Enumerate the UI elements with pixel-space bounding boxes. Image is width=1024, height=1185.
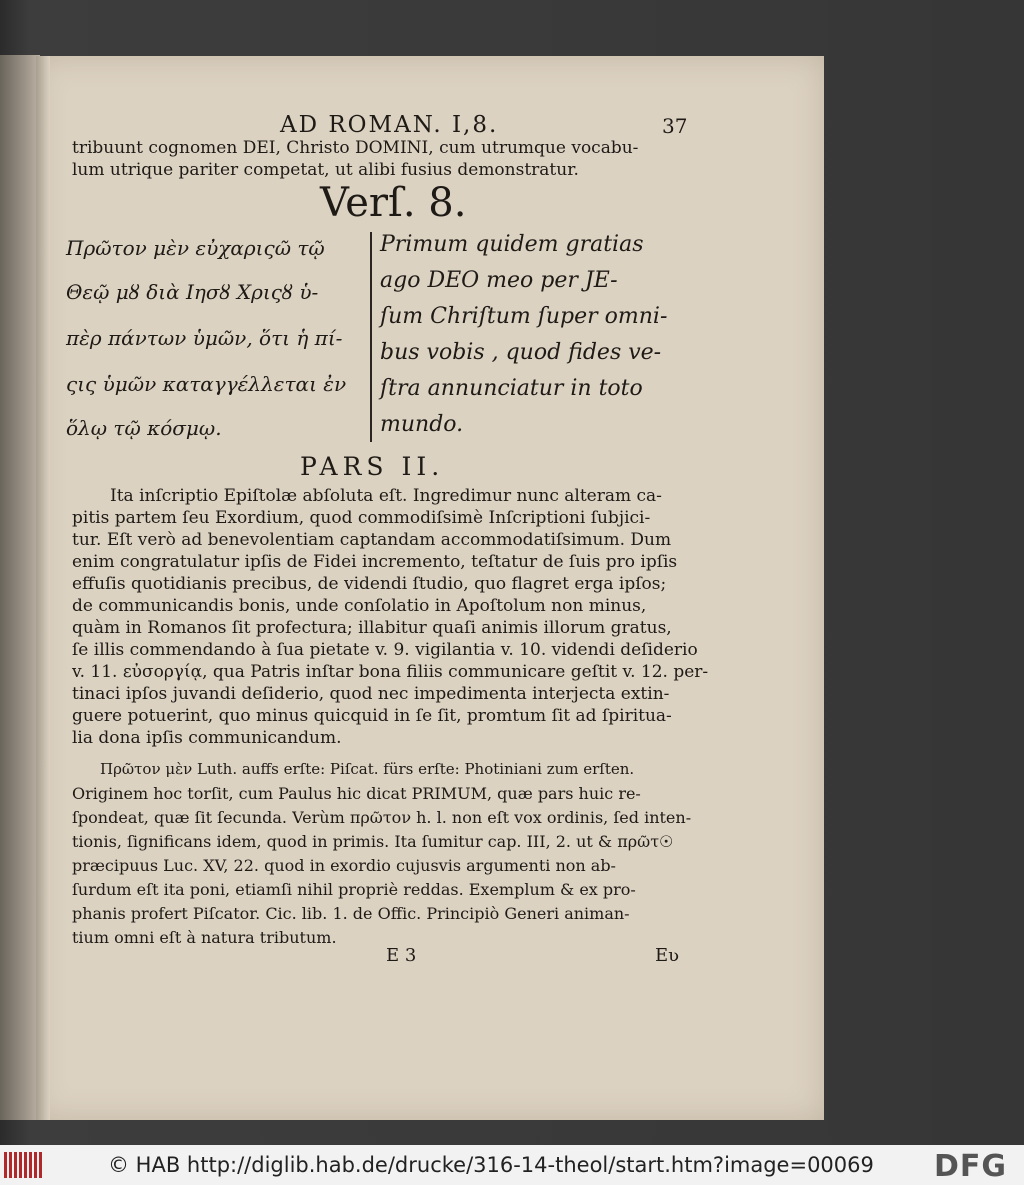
note-line: tionis, ſignificans idem, quod in primis. Ita ſumitur cap. III, 2. ut & πρῶτ☉ — [72, 832, 674, 851]
note-line: tium omni eſt à natura tributum. — [72, 928, 337, 947]
page-gutter — [36, 56, 50, 1120]
greek-line: ὅλῳ τῷ κόσμῳ. — [66, 416, 222, 440]
dfg-logo[interactable]: DFG — [934, 1149, 1008, 1184]
intro-line: tribuunt cognomen DEI, Christo DOMINI, cum utrumque vocabu- — [72, 138, 639, 158]
body-line: pitis partem ſeu Exordium, quod commodiſsimè Inſcriptioni ſubjici- — [72, 508, 651, 528]
body-line: enim congratulatur ipſis de Fidei incremento, teſtatur de ſuis pro ipſis — [72, 552, 678, 572]
note-line: ſpondeat, quæ ſit ſecunda. Verùm πρῶτον h. l. non eſt vox ordinis, ſed inten- — [72, 808, 692, 827]
latin-line: mundo. — [380, 412, 464, 437]
body-line: ſe illis commendando à ſua pietate v. 9. vigilantia v. 10. videndi deſiderio — [72, 640, 698, 660]
viewer-footer — [0, 1145, 1024, 1185]
note-line: phanis profert Piſcator. Cic. lib. 1. de Offic. Principiò Generi animan- — [72, 904, 630, 923]
note-line: præcipuus Luc. XV, 22. quod in exordio cujusvis argumenti non ab- — [72, 856, 616, 875]
latin-line: ſum Chriſtum ſuper omni- — [380, 304, 668, 329]
latin-line: ſtra annunciatur in toto — [380, 376, 643, 401]
column-divider — [370, 232, 372, 442]
body-line: de communicandis bonis, unde conſolatio in Apoſtolum non minus, — [72, 596, 647, 616]
body-line: lia dona ipſis communicandum. — [72, 728, 342, 748]
catchword: Eʋ — [655, 945, 680, 966]
page-number: 37 — [662, 114, 688, 138]
greek-line: πὲρ πάντων ὑμῶν, ὅτι ἡ πί- — [66, 326, 343, 350]
note-line: ſurdum eſt ita poni, etiamſi nihil propriè reddas. Exemplum & ex pro- — [72, 880, 636, 899]
body-line: guere potuerint, quo minus quicquid in ſe ſit, promtum ſit ad ſpiritua- — [72, 706, 672, 726]
verse-title: Verſ. 8. — [320, 180, 467, 226]
greek-line: ςις ὑμῶν καταγγέλλεται ἐν — [66, 372, 347, 396]
greek-line: Πρῶτον μὲν εὐχαριςῶ τῷ — [66, 236, 325, 260]
intro-line: lum utrique pariter competat, ut alibi fusius demonstratur. — [72, 160, 579, 180]
latin-line: ago DEO meo per JE- — [380, 268, 618, 293]
body-line: effuſis quotidianis precibus, de videndi ſtudio, quo flagret erga ipſos; — [72, 574, 667, 594]
running-head: AD ROMAN. I,8. — [280, 112, 499, 138]
signature-mark: E 3 — [386, 945, 417, 966]
body-line: v. 11. εὐσοργίᾳ, qua Patris inſtar bona filiis communicare geſtit v. 12. per- — [72, 662, 709, 682]
left-page-edge — [0, 55, 40, 1120]
hab-logo-icon[interactable] — [4, 1152, 46, 1178]
copyright-link[interactable]: © HAB http://diglib.hab.de/drucke/316-14-theol/start.htm?image=00069 — [108, 1153, 874, 1177]
body-line: tur. Eſt verò ad benevolentiam captandam accommodatiſsimum. Dum — [72, 530, 672, 550]
greek-line: Θεῷ μȣ διὰ Ιησȣ Χριςȣ ὑ- — [66, 280, 319, 304]
note-line: Originem hoc torſit, cum Paulus hic dicat PRIMUM, quæ pars huic re- — [72, 784, 641, 803]
latin-line: Primum quidem gratias — [380, 232, 644, 257]
latin-line: bus vobis , quod fides ve- — [380, 340, 662, 365]
note-line: Πρῶτον μὲν Luth. auffs erſte: Piſcat. fürs erſte: Photiniani zum erſten. — [100, 760, 635, 778]
body-line: quàm in Romanos ſit profectura; illabitur quaſi animis illorum gratus, — [72, 618, 672, 638]
body-line: Ita inſcriptio Epiſtolæ abſoluta eſt. Ingredimur nunc alteram ca- — [110, 486, 662, 506]
section-title: PARS II. — [300, 452, 445, 481]
body-line: tinaci ipſos juvandi deſiderio, quod nec impedimenta interjecta extin- — [72, 684, 670, 704]
